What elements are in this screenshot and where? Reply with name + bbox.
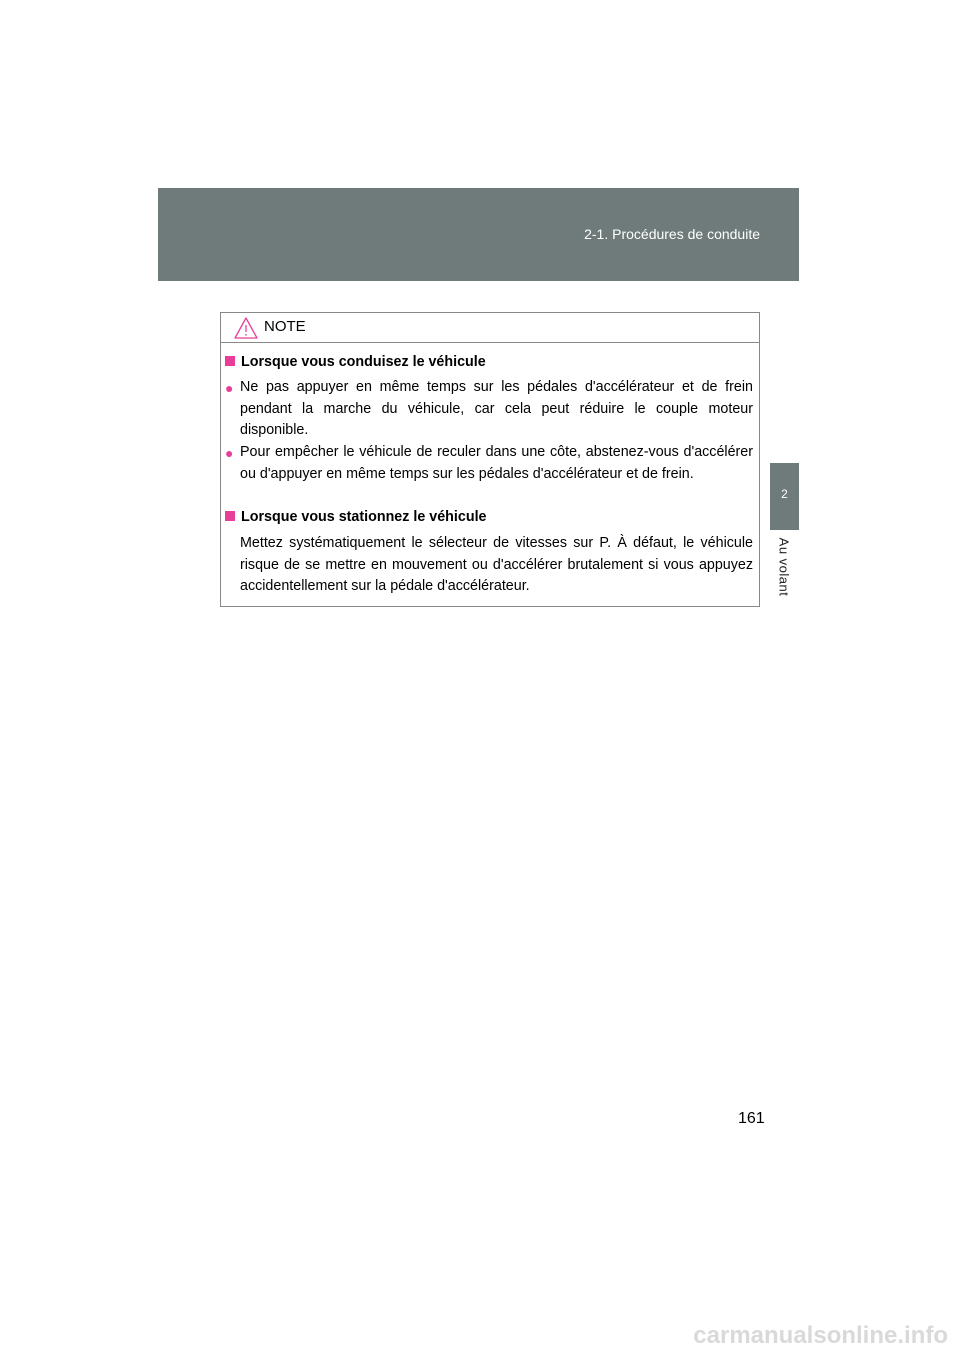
note-box bbox=[220, 312, 760, 607]
section-text: Mettez systématiquement le sélecteur de vitesses sur P. À défaut, le véhicule risque de se mettre en mouvement ou d'accélérer brutalement si vous appuyez accidentellement sur la pédale d'accélérateur. bbox=[240, 535, 753, 594]
circle-bullet-icon: ● bbox=[225, 380, 234, 396]
section-title: 2-1. Procédures de conduite bbox=[584, 226, 760, 242]
square-bullet-icon bbox=[225, 511, 235, 521]
watermark: carmanualsonline.info bbox=[693, 1322, 948, 1349]
bullet-text: Ne pas appuyer en même temps sur les pédales d'accélérateur et de frein pendant la marche du véhicule, car cela peut réduire le couple moteur disponible. bbox=[240, 379, 753, 438]
note-title: NOTE bbox=[264, 318, 306, 335]
chapter-number: 2 bbox=[781, 487, 788, 501]
circle-bullet-icon: ● bbox=[225, 445, 234, 461]
warning-triangle-icon bbox=[233, 316, 259, 340]
square-bullet-icon bbox=[225, 356, 235, 366]
header-band bbox=[158, 188, 799, 281]
page-number: 161 bbox=[738, 1110, 765, 1127]
note-body bbox=[221, 343, 759, 606]
note-header bbox=[221, 313, 759, 343]
chapter-label: Au volant bbox=[776, 537, 792, 597]
bullet-text: Pour empêcher le véhicule de reculer dans une côte, abstenez-vous d'accélérer ou d'appuyer en même temps sur les pédales d'accélérateur et de frein. bbox=[240, 444, 753, 482]
section-heading: Lorsque vous conduisez le véhicule bbox=[225, 352, 486, 374]
section-heading: Lorsque vous stationnez le véhicule bbox=[225, 507, 487, 529]
chapter-tab bbox=[770, 463, 799, 530]
